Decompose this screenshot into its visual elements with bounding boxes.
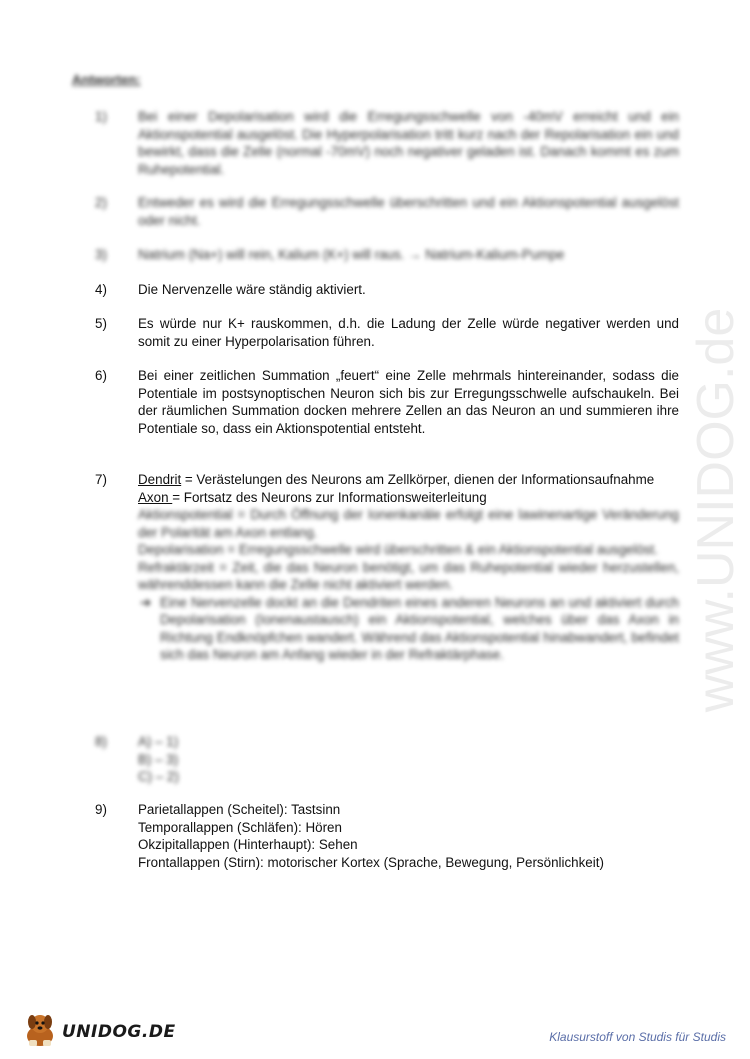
logo-text: UNIDOG.DE	[62, 1022, 176, 1042]
answer-line: Frontallappen (Stirn): motorischer Kortex (Sprache, Bewegung, Persönlichkeit)	[138, 854, 604, 870]
answer-text	[138, 801, 679, 871]
answer-line: A) – 1)	[138, 734, 179, 749]
blurred-definition: Depolarisation = Erregungsschwelle wird überschritten & ein Aktionspotential ausgelöst.	[138, 542, 658, 557]
answer-text	[138, 471, 679, 664]
answer-number: 7)	[95, 472, 107, 487]
answer-number: 3)	[95, 247, 107, 262]
footer-slogan: Klausurstoff von Studis für Studis	[549, 1030, 726, 1044]
axon-text: = Fortsatz des Neurons zur Informationsweiterleitung	[172, 489, 487, 505]
dendrit-term: Dendrit	[138, 472, 182, 487]
axon-definition	[138, 489, 679, 507]
watermark	[676, 280, 750, 740]
blurred-definition: Aktionspotential = Durch Öffnung der Ionenkanäle erfolgt eine lawinenartige Veränderung der Polarität am Axon entlang.	[138, 507, 679, 540]
answer-text: Natrium (Na+) will rein, Kalium (K+) will raus. → Natrium-Kalium-Pumpe	[138, 247, 565, 262]
answer-number: 9)	[95, 802, 107, 817]
dendrit-text: = Verästelungen des Neurons am Zellkörper, dienen der Informationsaufnahme	[181, 472, 655, 487]
answer-text: Entweder es wird die Erregungsschwelle überschritten und ein Aktionspotential ausgelöst oder nicht.	[138, 195, 679, 228]
axon-term: Axon	[138, 489, 173, 505]
answer-text: Es würde nur K+ rauskommen, d.h. die Ladung der Zelle würde negativer werden und somit zu einer Hyperpolarisation führen.	[138, 316, 679, 349]
dendrit-definition	[138, 471, 679, 489]
arrow-text: Eine Nervenzelle dockt an die Dendriten eines anderen Neurons an und aktiviert durch Depolarisation (Ionenaustausch) ein Aktionspotential, welches über das Axon in Richtung Endknöpfchen wandert. Während das Aktionspotential hinabwandert, befindet sich das Neuron am Anfang wieder in der Refraktärphase.	[160, 594, 679, 662]
arrow-paragraph	[138, 594, 679, 664]
answer-number: 2)	[95, 195, 107, 210]
answer-number: 1)	[95, 109, 107, 124]
answer-number: 5)	[95, 316, 107, 331]
answer-line: Temporallappen (Schläfen): Hören	[138, 819, 342, 835]
dog-mascot-icon	[20, 1010, 60, 1050]
arrow-icon: ➔	[140, 594, 152, 610]
answer-line: Okzipitallappen (Hinterhaupt): Sehen	[138, 837, 358, 852]
answer-line: B) – 3)	[138, 751, 179, 767]
answer-text: Bei einer Depolarisation wird die Erregungsschwelle von -40mV erreicht und ein Aktionspotential ausgelöst. Die Hyperpolarisation tritt kurz nach der Repolarisation ein und bewirkt, dass die Zelle (normal -70mV) noch negativer geladen ist. Danach kommt es zum Ruhepotential.	[138, 109, 679, 177]
answer-text: Die Nervenzelle wäre ständig aktiviert.	[138, 282, 366, 297]
answer-text	[138, 733, 679, 786]
answer-number: 4)	[95, 282, 107, 297]
answers-heading: Antworten:	[72, 72, 141, 87]
watermark-text: www.UNIDOG.de	[687, 307, 745, 713]
answer-number: 6)	[95, 368, 107, 383]
unidog-logo	[20, 1010, 176, 1050]
answer-line: Parietallappen (Scheitel): Tastsinn	[138, 802, 341, 817]
blurred-definition: Refraktärzeit = Zeit, die das Neuron benötigt, um das Ruhepotential wieder herzustellen, währenddessen kann die Zelle nicht aktiviert werden.	[138, 559, 679, 592]
answer-text: Bei einer zeitlichen Summation „feuert“ eine Zelle mehrmals hintereinander, sodass die Potentiale im postsynoptischen Neuron sich bis zur Erregungsschwelle aufschaukeln. Bei der räumlichen Summation docken mehrere Zellen an das Neuron an und summieren ihre Potentiale so, dass ein Aktionspotential entsteht.	[138, 368, 679, 436]
answer-line: C) – 2)	[138, 769, 179, 784]
answer-number: 8)	[95, 734, 107, 749]
